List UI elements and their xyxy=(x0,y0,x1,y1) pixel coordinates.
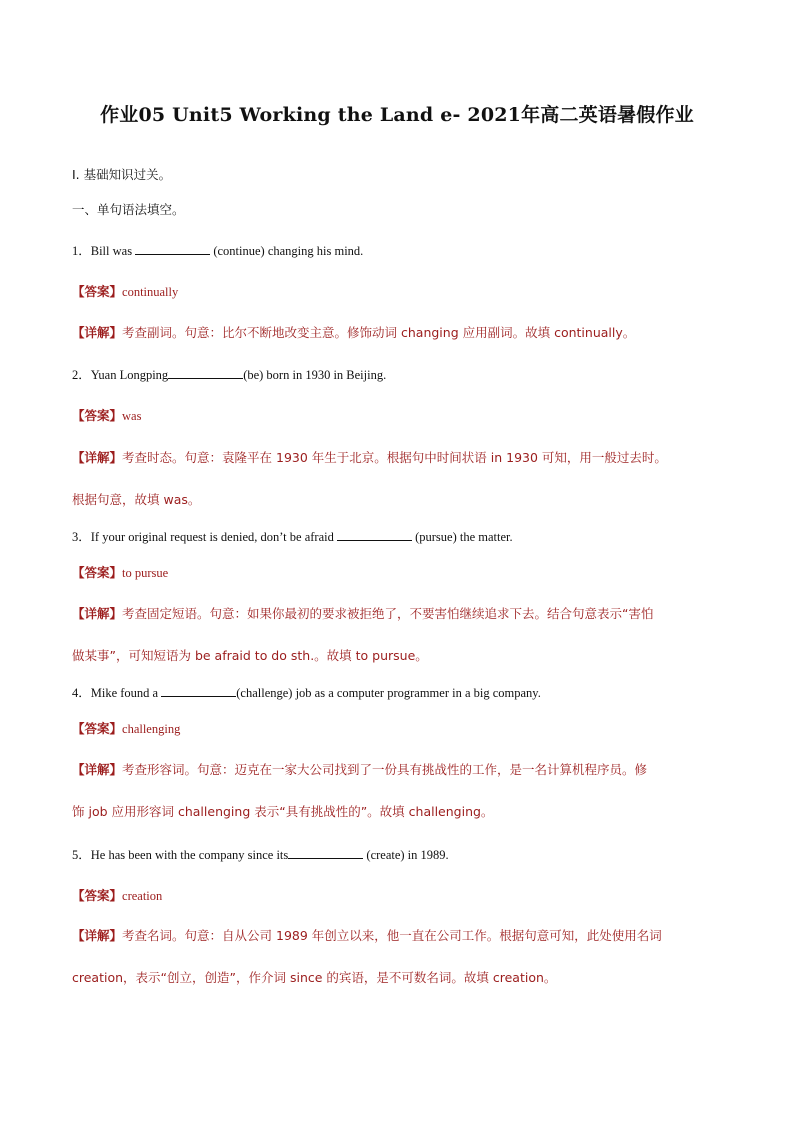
answer-4 xyxy=(72,719,180,737)
detail-3-line-2: 做某事”，可知短语为 be afraid to do sth.。故填 to pursue。 xyxy=(72,648,428,663)
answer-blank xyxy=(168,377,243,379)
detail-5-continued xyxy=(72,968,556,986)
detail-3-line-1: 考查固定短语。句意：如果你最初的要求被拒绝了，不要害怕继续追求下去。结合句意表示“害怕 xyxy=(122,606,654,621)
detail-4-continued xyxy=(72,802,493,820)
detail-1-line-1: 考查副词。句意：比尔不断地改变主意。修饰动词 changing 应用副词。故填 continually。 xyxy=(122,325,636,340)
question-4 xyxy=(72,683,541,701)
question-3-text-after: (pursue) the matter. xyxy=(411,530,513,544)
answer-tag: 【答案】 xyxy=(72,408,123,423)
question-2 xyxy=(72,365,386,383)
answer-blank xyxy=(161,695,236,697)
answer-5 xyxy=(72,886,162,904)
page-title: 作业05 Unit5 Working the Land e- 2021年高二英语暑假作业 xyxy=(100,104,694,126)
answer-2-value: was xyxy=(122,409,142,423)
answer-tag: 【答案】 xyxy=(72,565,123,580)
answer-blank xyxy=(135,253,210,255)
answer-3-value: to pursue xyxy=(122,566,169,580)
answer-3 xyxy=(72,563,168,581)
question-5-text-before: 5．He has been with the company since its xyxy=(72,848,289,862)
detail-5 xyxy=(72,926,662,944)
answer-1 xyxy=(72,282,178,300)
detail-5-line-2: creation，表示“创立，创造”，作介词 since 的宾语，是不可数名词。故填 creation。 xyxy=(72,970,557,985)
detail-2 xyxy=(72,448,667,466)
detail-2-line-1: 考查时态。句意：袁隆平在 1930 年生于北京。根据句中时间状语 in 1930 可知，用一般过去时。 xyxy=(122,450,667,465)
detail-4-line-1: 考查形容词。句意：迈克在一家大公司找到了一份具有挑战性的工作，是一名计算机程序员。修 xyxy=(122,762,648,777)
answer-blank xyxy=(288,857,363,859)
question-4-text-before: 4．Mike found a xyxy=(72,686,159,700)
question-4-text-after: (challenge) job as a computer programmer in a big company. xyxy=(236,686,541,700)
detail-3 xyxy=(72,604,654,622)
question-3-text-before: 3．If your original request is denied, don’t be afraid xyxy=(72,530,334,544)
detail-tag: 【详解】 xyxy=(72,928,123,943)
section-heading-grammar-fill: 一、单句语法填空。 xyxy=(72,202,185,217)
detail-tag: 【详解】 xyxy=(72,606,123,621)
question-2-text-after: (be) born in 1930 in Beijing. xyxy=(243,368,387,382)
question-1 xyxy=(72,241,363,259)
answer-2 xyxy=(72,406,141,424)
answer-tag: 【答案】 xyxy=(72,721,123,736)
detail-4-line-2: 饰 job 应用形容词 challenging 表示“具有挑战性的”。故填 challenging。 xyxy=(72,804,494,819)
detail-4 xyxy=(72,760,647,778)
answer-tag: 【答案】 xyxy=(72,284,123,299)
answer-1-value: continually xyxy=(122,285,179,299)
question-5 xyxy=(72,845,449,863)
detail-1 xyxy=(72,323,635,341)
question-3 xyxy=(72,527,513,545)
detail-tag: 【详解】 xyxy=(72,762,123,777)
question-1-text-after: (continue) changing his mind. xyxy=(210,244,364,258)
question-5-text-after: (create) in 1989. xyxy=(363,848,449,862)
section-heading-basics: I. 基础知识过关。 xyxy=(72,167,172,182)
detail-2-continued xyxy=(72,490,200,508)
detail-tag: 【详解】 xyxy=(72,450,123,465)
answer-4-value: challenging xyxy=(122,722,181,736)
detail-tag: 【详解】 xyxy=(72,325,123,340)
detail-2-line-2: 根据句意，故填 was。 xyxy=(72,492,201,507)
question-1-text-before: 1．Bill was xyxy=(72,244,133,258)
detail-5-line-1: 考查名词。句意：自从公司 1989 年创立以来，他一直在公司工作。根据句意可知，此处使用名词 xyxy=(122,928,662,943)
question-2-text-before: 2．Yuan Longping xyxy=(72,368,169,382)
answer-blank xyxy=(337,539,412,541)
answer-5-value: creation xyxy=(122,889,163,903)
detail-3-continued xyxy=(72,646,428,664)
answer-tag: 【答案】 xyxy=(72,888,123,903)
